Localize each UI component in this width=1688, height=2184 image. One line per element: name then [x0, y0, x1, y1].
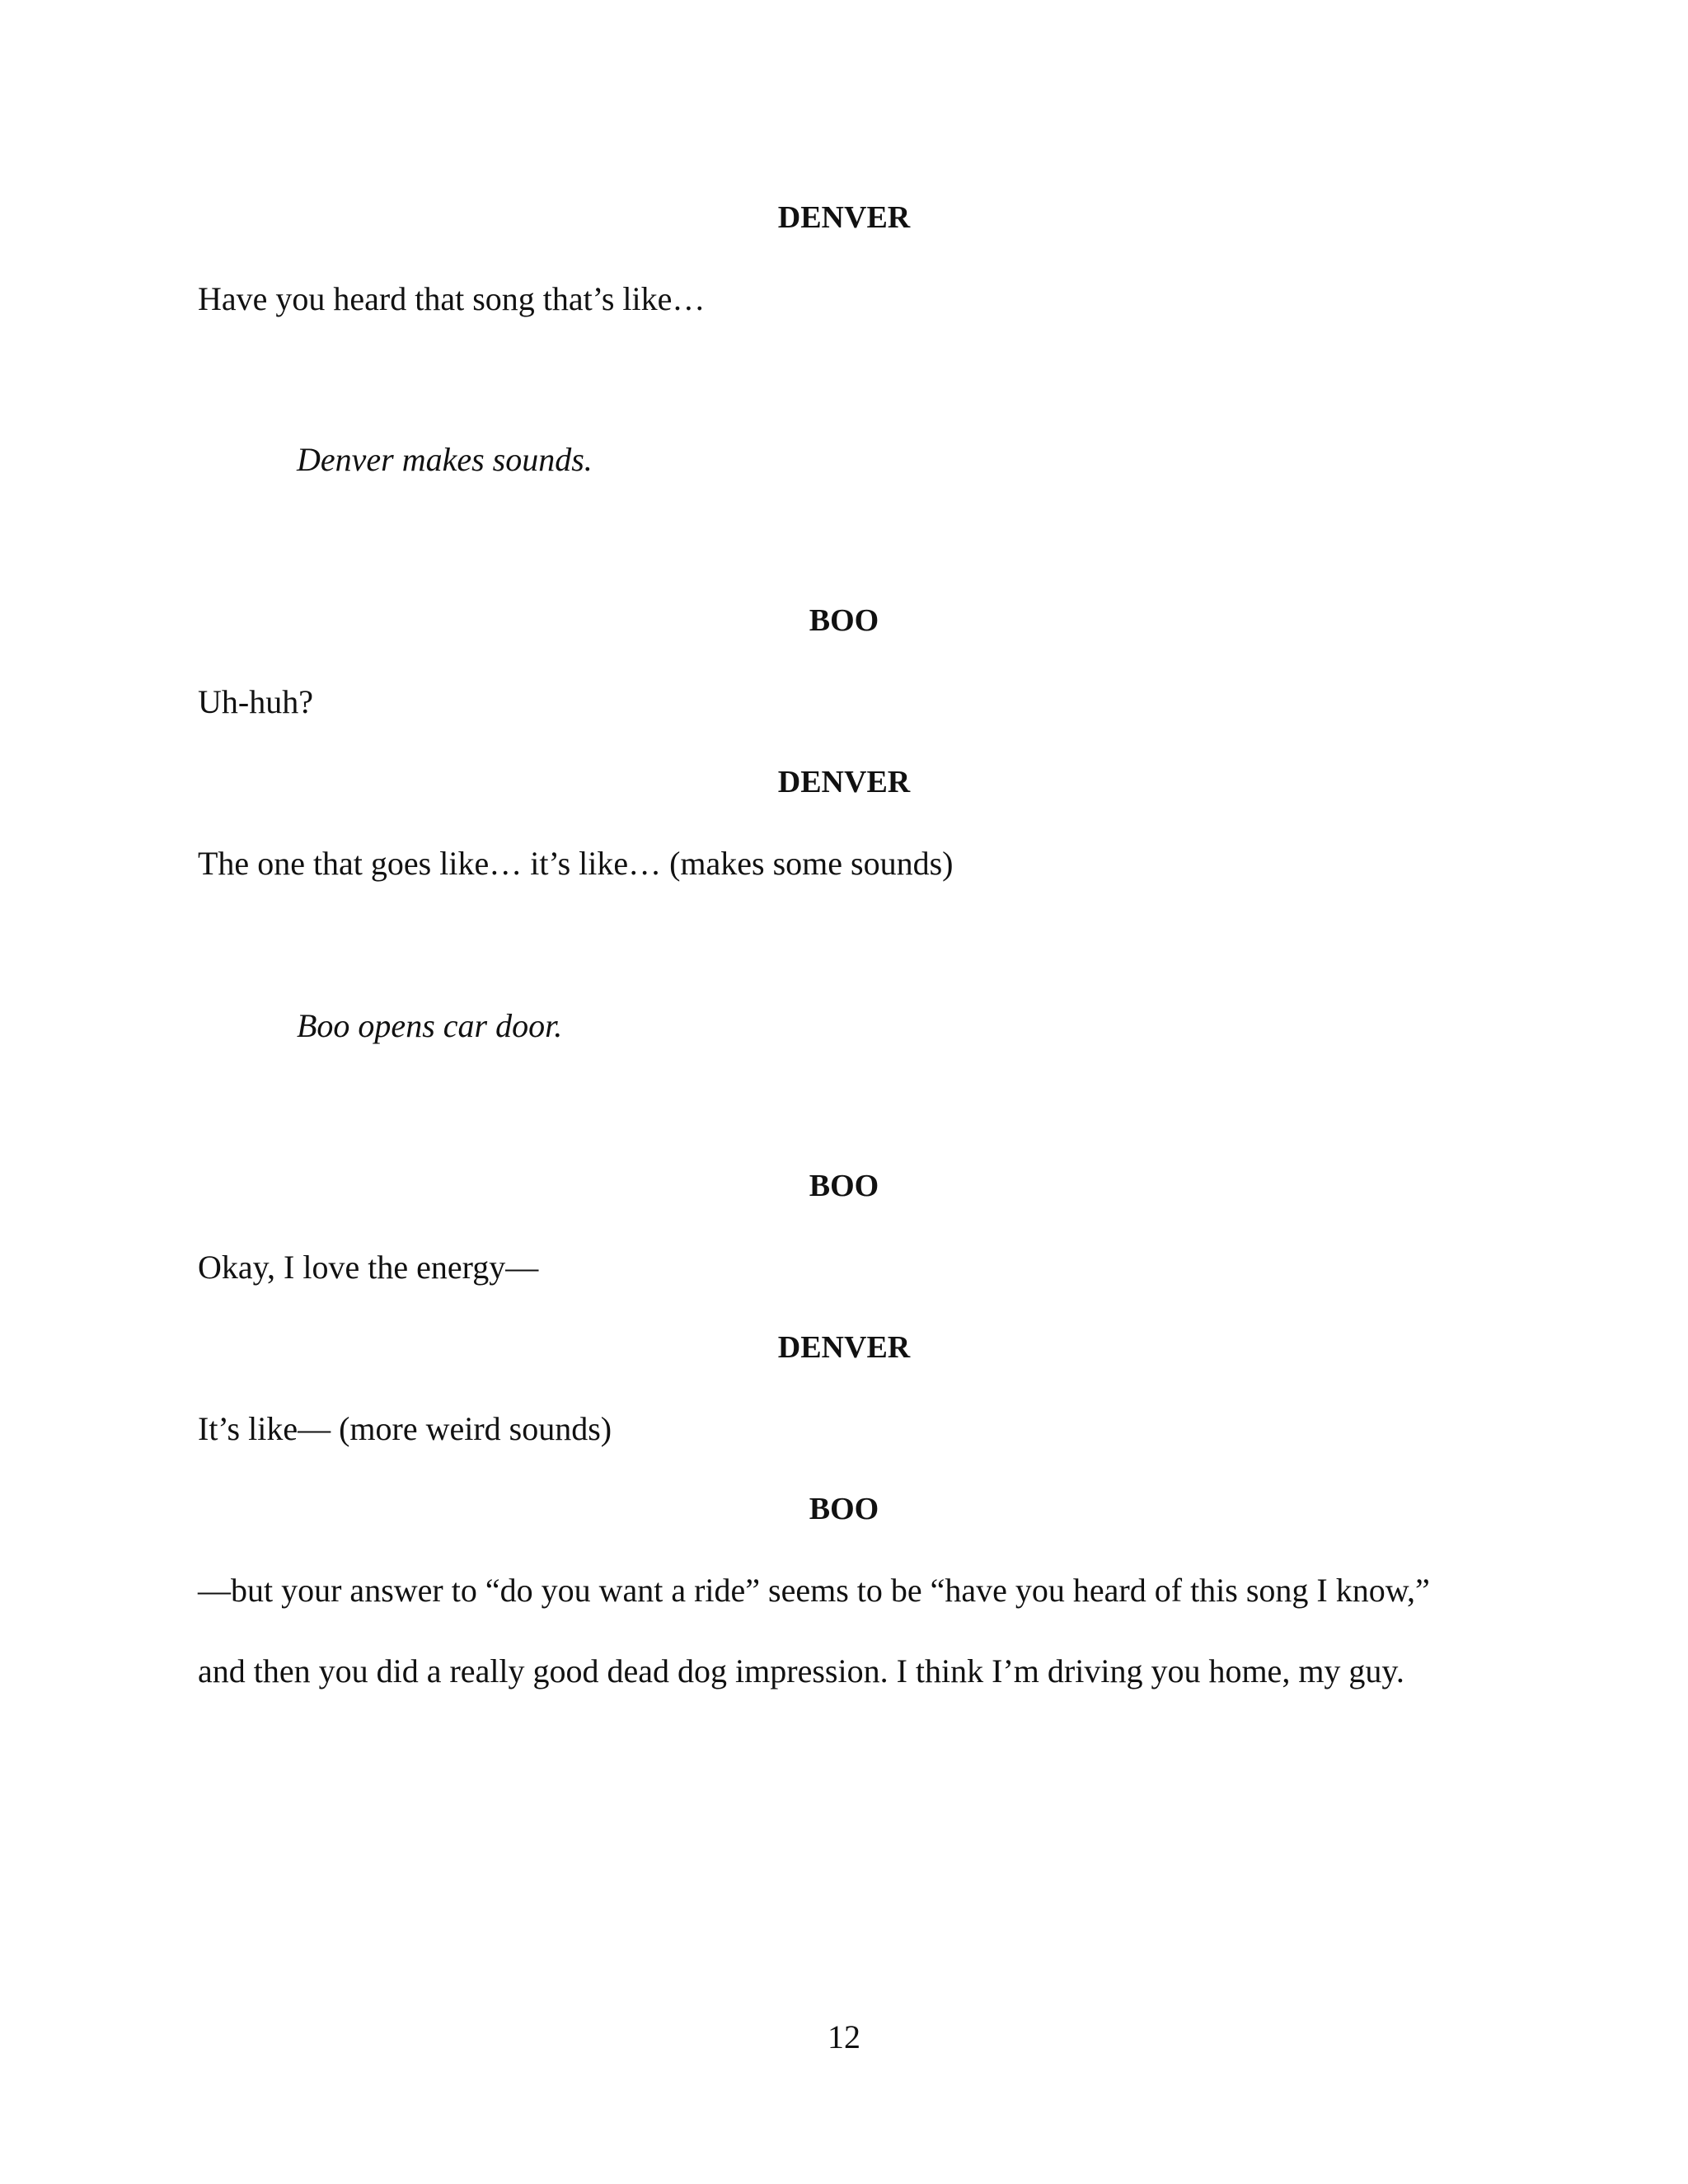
- speaker-name: BOO: [809, 1492, 879, 1526]
- speaker-name: DENVER: [777, 1330, 911, 1365]
- page-number: 12: [828, 2018, 860, 2055]
- dialogue-line: Okay, I love the energy—: [198, 1249, 539, 1286]
- speaker-name: DENVER: [777, 200, 911, 235]
- stage-direction: Boo opens car door.: [297, 1007, 563, 1044]
- dialogue-line: —but your answer to “do you want a ride” seems to be “have you heard of this song I know,”: [198, 1572, 1430, 1609]
- dialogue-line: The one that goes like… it’s like… (makes some sounds): [198, 845, 954, 882]
- speaker-name: BOO: [809, 603, 879, 638]
- stage-direction: Denver makes sounds.: [297, 441, 593, 478]
- speaker-name: DENVER: [777, 765, 911, 799]
- dialogue-line: It’s like— (more weird sounds): [198, 1410, 612, 1447]
- dialogue-line: and then you did a really good dead dog impression. I think I’m driving you home, my guy.: [198, 1652, 1404, 1690]
- speaker-name: BOO: [809, 1169, 879, 1203]
- dialogue-line: Uh-huh?: [198, 683, 313, 720]
- dialogue-line: Have you heard that song that’s like…: [198, 280, 706, 317]
